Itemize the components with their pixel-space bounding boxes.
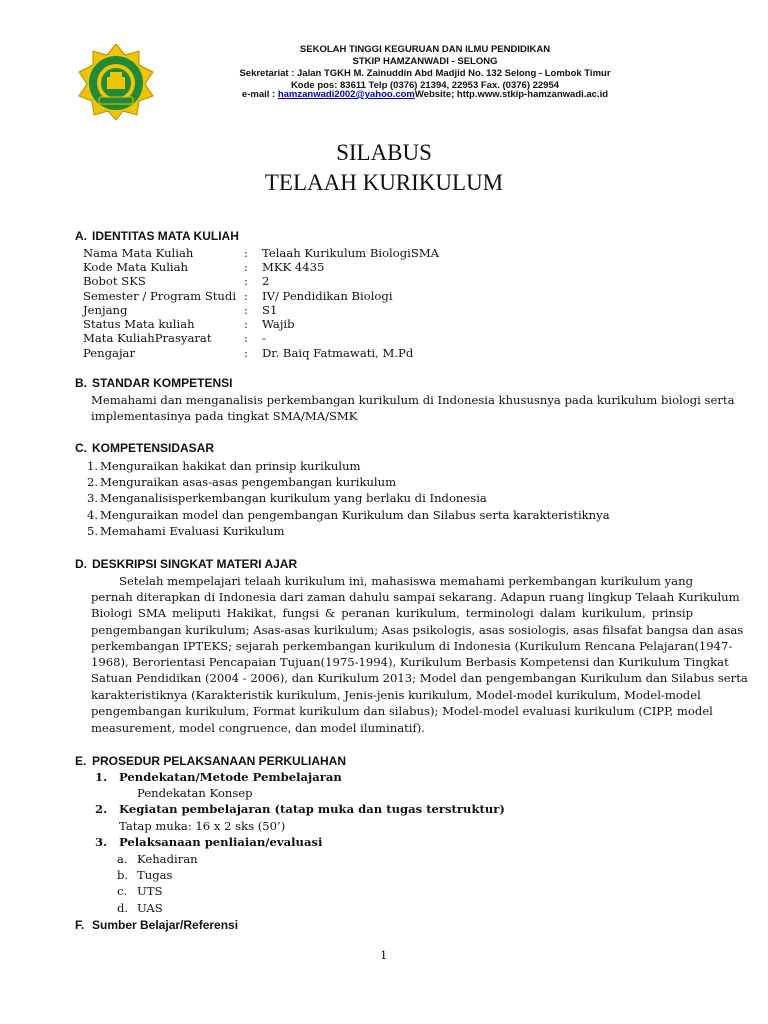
list-item: Menguraikan hakikat dan prinsip kurikulum bbox=[100, 459, 361, 473]
procedure-heading: Pelaksanaan penliaian/evaluasi bbox=[119, 835, 323, 849]
list-item: Menguraikan asas-asas pengembangan kurikulum bbox=[100, 475, 397, 489]
list-number: 2. bbox=[87, 475, 99, 489]
letterhead-email-line bbox=[190, 89, 660, 101]
identity-label: Mata KuliahPrasyarat bbox=[83, 331, 212, 345]
description-line: measurement, model congruence, dan model iluminatif). bbox=[91, 721, 425, 735]
identity-label: Nama Mata Kuliah bbox=[83, 246, 194, 260]
identity-colon: : bbox=[244, 346, 248, 360]
identity-colon: : bbox=[244, 317, 248, 331]
description-line: 1968), Berorientasi Pencapaian Tujuan(1975-1994), Kurikulum Berbasis Kompetensi dan Kurikulum Tingkat bbox=[91, 655, 729, 669]
section-title: IDENTITAS MATA KULIAH bbox=[92, 229, 239, 243]
procedure-heading: Kegiatan pembelajaran (tatap muka dan tugas terstruktur) bbox=[119, 802, 505, 816]
identity-label: Kode Mata Kuliah bbox=[83, 260, 189, 274]
section-title: DESKRIPSI SINGKAT MATERI AJAR bbox=[92, 557, 298, 571]
identity-label: Pengajar bbox=[83, 346, 135, 360]
document-subtitle: TELAAH KURIKULUM bbox=[264, 170, 504, 195]
section-letter: D. bbox=[75, 557, 87, 571]
identity-value: Dr. Baiq Fatmawati, M.Pd bbox=[262, 346, 414, 360]
description-line: perkembangan IPTEKS; sejarah perkembangan kurikulum di Indonesia (Kurikulum Rencana Pelajaran(1947- bbox=[91, 639, 733, 653]
identity-value: IV/ Pendidikan Biologi bbox=[262, 289, 393, 303]
identity-value: - bbox=[262, 331, 266, 345]
list-number: 3. bbox=[87, 491, 99, 505]
description-line: karakteristiknya (Karakteristik kurikulum, Jenis-jenis kurikulum, Model-model kurikulum, Model-model bbox=[91, 688, 701, 702]
evaluation-item: Kehadiran bbox=[137, 852, 198, 866]
section-letter: E. bbox=[75, 754, 87, 768]
list-number: 1. bbox=[87, 459, 99, 473]
evaluation-letter: c. bbox=[117, 884, 128, 898]
list-item: Menguraikan model dan pengembangan Kurikulum dan Silabus serta karakteristiknya bbox=[100, 508, 610, 522]
section-title: Sumber Belajar/Referensi bbox=[92, 918, 239, 932]
identity-value: Telaah Kurikulum BiologiSMA bbox=[262, 246, 440, 260]
section-a-heading bbox=[75, 229, 239, 243]
section-title: KOMPETENSIDASAR bbox=[92, 441, 215, 455]
email-link[interactable]: hamzanwadi2002@yahoo.com bbox=[277, 89, 415, 100]
section-c-heading bbox=[75, 441, 214, 455]
identity-colon: : bbox=[244, 289, 248, 303]
evaluation-item: UAS bbox=[137, 901, 163, 915]
institution-logo bbox=[77, 43, 155, 121]
list-item: Memahami Evaluasi Kurikulum bbox=[100, 524, 285, 538]
website-text: Website; http.www.stkip-hamzanwadi.ac.id bbox=[414, 89, 609, 100]
section-letter: C. bbox=[75, 441, 87, 455]
competency-standard-line: Memahami dan menganalisis perkembangan kurikulum di Indonesia khususnya pada kurikulum biologi serta bbox=[91, 393, 735, 407]
letterhead-contact: Kode pos: 83611 Telp (0376) 21394, 22953 Fax. (0376) 22954 bbox=[290, 80, 560, 91]
evaluation-item: Tugas bbox=[137, 868, 173, 882]
letterhead-institution: SEKOLAH TINGGI KEGURUAN DAN ILMU PENDIDIKAN bbox=[299, 44, 551, 55]
section-b-heading bbox=[75, 376, 232, 390]
evaluation-item: UTS bbox=[137, 884, 163, 898]
page-number: 1 bbox=[380, 948, 388, 962]
description-line: pengembangan kurikulum; Asas-asas kurikulum; Asas psikologis, asas sosiologis, asas filsafat bangsa dan asas bbox=[91, 623, 744, 637]
document-title: SILABUS bbox=[336, 140, 432, 165]
description-line: pengembangan kurikulum, Format kurikulum dan silabus); Model-model evaluasi kurikulum (CIPP, model bbox=[91, 704, 713, 718]
procedure-number: 2. bbox=[95, 802, 108, 816]
procedure-detail: Tatap muka: 16 x 2 sks (50’) bbox=[119, 819, 286, 833]
email-label: e-mail : bbox=[241, 89, 278, 100]
identity-colon: : bbox=[244, 260, 248, 274]
evaluation-letter: d. bbox=[117, 901, 129, 915]
section-e-heading bbox=[75, 754, 346, 768]
section-d-heading bbox=[75, 557, 297, 571]
section-f-heading bbox=[75, 918, 238, 932]
procedure-number: 1. bbox=[95, 770, 108, 784]
section-title: PROSEDUR PELAKSANAAN PERKULIAHAN bbox=[92, 754, 347, 768]
section-title: STANDAR KOMPETENSI bbox=[92, 376, 233, 390]
identity-value: S1 bbox=[262, 303, 278, 317]
description-line: Biologi SMA meliputi Hakikat, fungsi & peranan kurikulum, terminologi dalam kurikulum, prinsip bbox=[91, 606, 693, 620]
list-item: Menganalisisperkembangan kurikulum yang berlaku di Indonesia bbox=[100, 491, 487, 505]
identity-label: Jenjang bbox=[83, 303, 128, 317]
identity-label: Status Mata kuliah bbox=[83, 317, 195, 331]
identity-value: MKK 4435 bbox=[262, 260, 325, 274]
identity-value: 2 bbox=[262, 274, 270, 288]
identity-colon: : bbox=[244, 274, 248, 288]
description-line: Setelah mempelajari telaah kurikulum ini, mahasiswa memahami perkembangan kurikulum yang bbox=[119, 574, 693, 588]
section-letter: B. bbox=[75, 376, 87, 390]
description-line: Satuan Pendidikan (2004 - 2006), dan Kurikulum 2013; Model dan pengembangan Kurikulum dan Silabus serta bbox=[91, 671, 748, 685]
procedure-number: 3. bbox=[95, 835, 108, 849]
identity-colon: : bbox=[244, 246, 248, 260]
procedure-heading: Pendekatan/Metode Pembelajaran bbox=[119, 770, 342, 784]
procedure-detail: Pendekatan Konsep bbox=[137, 786, 253, 800]
competency-standard-line: implementasinya pada tingkat SMA/MA/SMK bbox=[91, 409, 358, 423]
identity-colon: : bbox=[244, 303, 248, 317]
identity-value: Wajib bbox=[262, 317, 295, 331]
letterhead-address: Sekretariat : Jalan TGKH M. Zainuddin Abd Madjid No. 132 Selong - Lombok Timur bbox=[239, 68, 611, 79]
identity-colon: : bbox=[244, 331, 248, 345]
letterhead-short-name: STKIP HAMZANWADI - SELONG bbox=[352, 56, 498, 67]
evaluation-letter: b. bbox=[117, 868, 129, 882]
section-letter: F. bbox=[75, 918, 85, 932]
list-number: 4. bbox=[87, 508, 99, 522]
list-number: 5. bbox=[87, 524, 99, 538]
identity-label: Semester / Program Studi bbox=[83, 289, 237, 303]
description-line: pernah diterapkan di Indonesia dari zaman dahulu sampai sekarang. Adapun ruang lingkup Telaah Kurikulum bbox=[91, 590, 740, 604]
identity-label: Bobot SKS bbox=[83, 274, 146, 288]
evaluation-letter: a. bbox=[117, 852, 128, 866]
section-letter: A. bbox=[75, 229, 87, 243]
